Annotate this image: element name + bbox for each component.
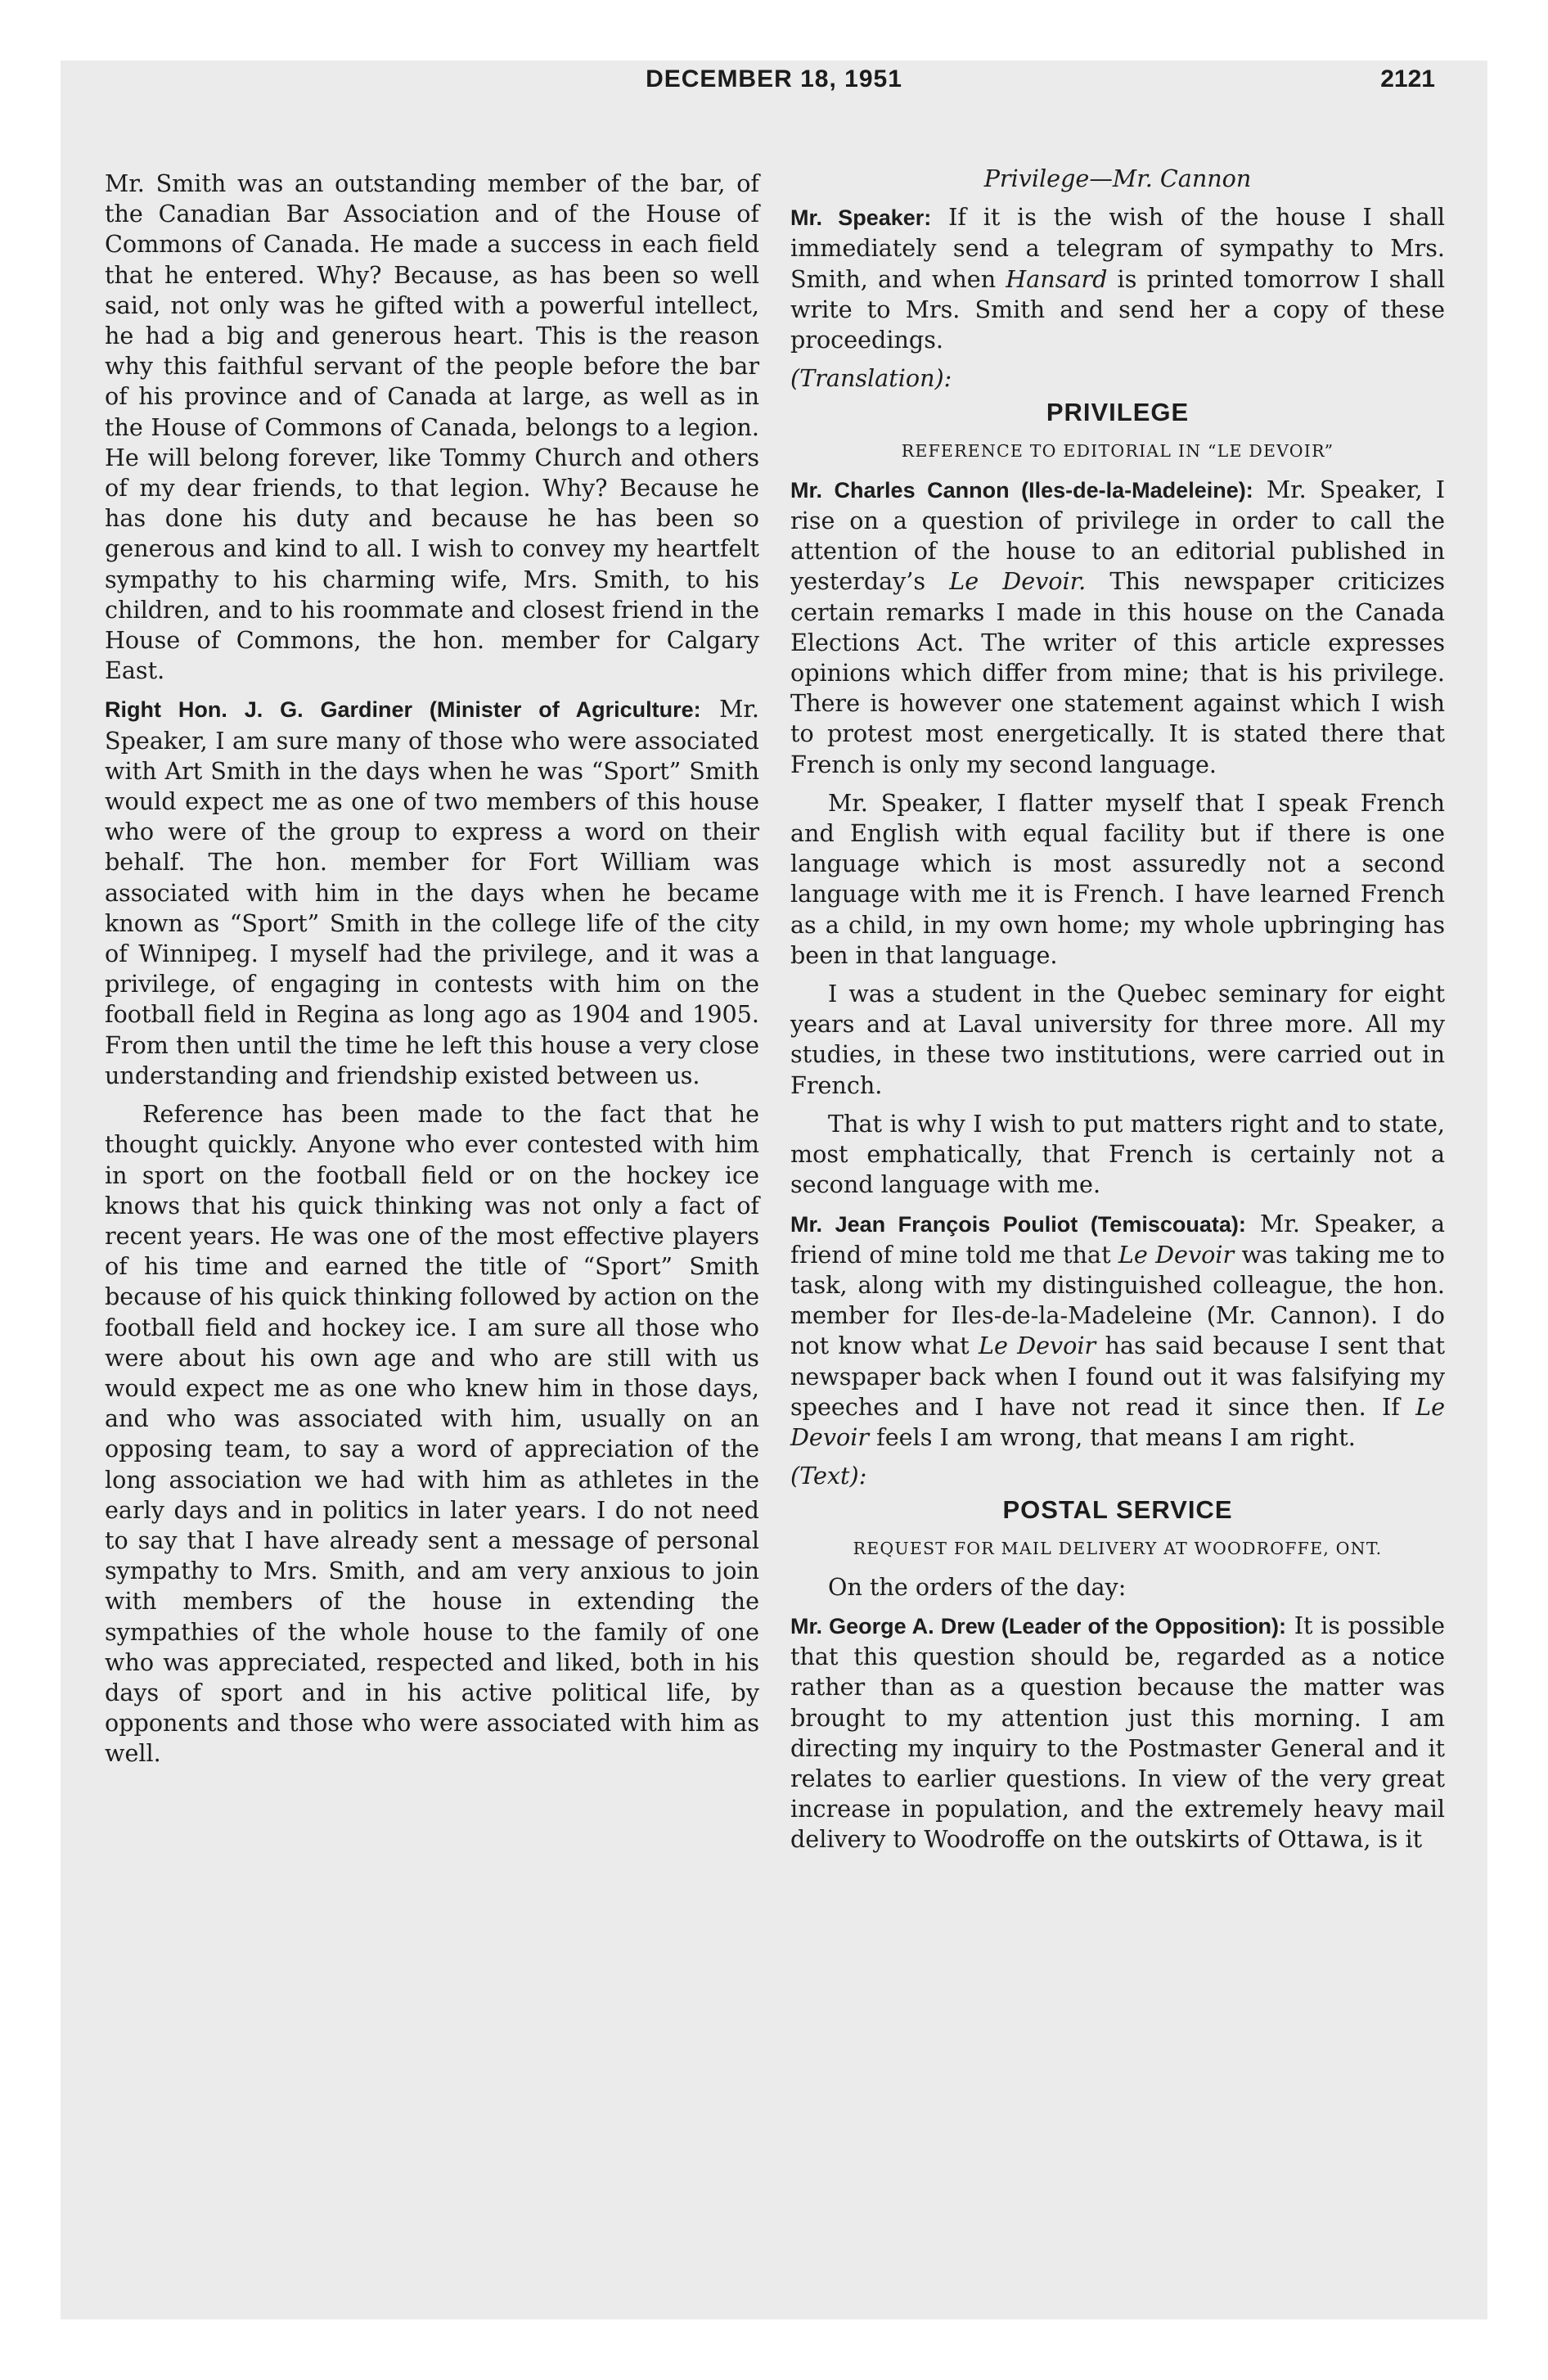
translation-label: (Translation): (790, 364, 952, 393)
text-label: (Text): (790, 1462, 867, 1490)
right-column (790, 164, 1445, 1864)
speaker-label: Mr. Speaker: (790, 205, 932, 231)
paragraph-pouliot (790, 1209, 1445, 1454)
running-head: Privilege—Mr. Cannon (983, 165, 1252, 192)
speaker-cannon: Mr. Charles Cannon (Iles-de-la-Madeleine): (790, 477, 1253, 503)
pouliot-text-b: was taking me to task, along with my distinguished colleague, the hon. member for Iles-de-la-Madeleine (Mr. Cannon). I do not know what (790, 1240, 1446, 1360)
paragraph-cannon-2: Mr. Speaker, I flatter myself that I speak French and English with equal facility but if there is one language which is most assuredly not a second language with me it is French. I have learned French as a child, in my own home; my whole upbringing has been in that language. (790, 788, 1445, 969)
subheading-privilege: REFERENCE TO EDITORIAL IN “LE DEVOIR” (901, 440, 1334, 461)
paragraph-cannon (790, 475, 1445, 780)
gardiner-text-1: Mr. Speaker, I am sure many of those who were associated with Art Smith in the days when he was “Sport” Smith would expect me as one of two members of this house who were of the group to express a word on their behalf. The hon. member for Fort William was associated with him in the days when he became known as “Sport” Smith in the college life of the city of Winnipeg. I myself had the privilege, and it was a privilege, of engaging in contests with him on the football field in Regina as long ago as 1904 and 1905. From then until the time he left this house a very close understanding and friendship existed between us. (105, 695, 759, 1089)
speaker-pouliot: Mr. Jean François Pouliot (Temiscouata): (790, 1211, 1246, 1237)
pouliot-text-c: has said because I sent that newspaper back when I found out it was falsifying my speeches and I have not read it since then. If (790, 1332, 1445, 1421)
speaker-text-a: If it is the wish of the house I shall immediately send a telegram of sympathy to Mrs. Smith, and when (790, 203, 1446, 293)
le-devoir-ref: Le Devoir (1118, 1240, 1235, 1269)
paragraph-cannon-3: I was a student in the Quebec seminary for eight years and at Laval university for three more. All my studies, in these two institutions, were carried out in French. (790, 980, 1445, 1099)
paragraph-smith-tribute: Mr. Smith was an outstanding member of the bar, of the Canadian Bar Association and of the House of Commons of Canada. He made a success in each field that he entered. Why? Because, as has been so well said, not only was he gifted with a powerful intellect, he had a big and generous heart. This is the reason why this faithful servant of the people before the bar of his province and of Canada at large, as well as in the House of Commons of Canada, belongs to a legion. He will belong forever, like Tommy Church and others of my dear friends, to that legion. Why? Because he has done his duty and because he has been so generous and kind to all. I wish to convey my heartfelt sympathy to his charming wife, Mrs. Smith, to his children, and to his roommate and closest friend in the House of Commons, the hon. member for Calgary East. (105, 169, 759, 685)
speaker-text-b: is printed tomorrow I shall write to Mrs. Smith and send her a copy of these proceedings. (790, 264, 1445, 354)
paragraph-gardiner-1 (105, 694, 759, 1091)
speaker-gardiner: Right Hon. J. G. Gardiner (Minister of Agriculture: (105, 697, 701, 723)
cannon-text-b: This newspaper criticizes certain remarks I made in this house on the Canada Elections Act. The writer of this article expresses opinions which differ from mine; that is his privilege. There is however one statement against which I wish to protest most energetically. It is stated there that French is only my second language. (790, 567, 1446, 778)
heading-privilege: PRIVILEGE (1046, 398, 1190, 427)
le-devoir-ref: Le Devoir. (949, 567, 1087, 596)
paragraph-gardiner-2: Reference has been made to the fact that he thought quickly. Anyone who ever contested with him in sport on the football field or on the hockey ice knows that his quick thinking was not only a fact of recent years. He was one of the most effective players of his time and earned the title of “Sport” Smith because of his quick thinking followed by action on the football field and hockey ice. I am sure all those who were about his own age and who are still with us would expect me as one who knew him in those days, and who was associated with him, usually on an opposing team, to say a word of appreciation of the long association we had with him as athletes in the early days and in politics in later years. I do not need to say that I have already sent a message of personal sympathy to Mrs. Smith, and am very anxious to join with members of the house in extending the sympathies of the whole house to the family of one who was appreciated, respected and liked, both in his days of sport and in his active political life, by opponents and those who were associated with him as well. (105, 1100, 759, 1768)
paragraph-drew (790, 1611, 1445, 1855)
le-devoir-ref: Le Devoir (978, 1332, 1096, 1360)
speaker-drew: Mr. George A. Drew (Leader of the Opposition): (790, 1613, 1287, 1639)
page-number: 2121 (1380, 65, 1435, 92)
left-column (105, 169, 759, 1778)
le-devoir-ref: Le Devoir (790, 1392, 1446, 1451)
cannon-text-a: Mr. Speaker, I rise on a question of privilege in order to call the attention of the house to an editorial published in yesterday’s (790, 475, 1445, 596)
paragraph-speaker (790, 202, 1445, 355)
paragraph-cannon-4: That is why I wish to put matters right and to state, most emphatically, that French is certainly not a second language with me. (790, 1109, 1445, 1199)
orders-of-day: On the orders of the day: (828, 1572, 1127, 1601)
pouliot-text-d: feels I am wrong, that means I am right. (876, 1422, 1356, 1451)
drew-text: It is possible that this question should be, regarded as a notice rather than as a question because the matter was brought to my attention just this morning. I am directing my inquiry to the Postmaster General and it relates to earlier questions. In view of the very great increase in population, and the extremely heavy mail delivery to Woodroffe on the outskirts of Ottawa, is it (790, 1611, 1446, 1854)
pouliot-text-a: Mr. Speaker, a friend of mine told me that (790, 1209, 1445, 1269)
hansard-ref: Hansard (1006, 264, 1108, 293)
subheading-postal: REQUEST FOR MAIL DELIVERY AT WOODROFFE, ONT. (853, 1538, 1383, 1558)
heading-postal-service: POSTAL SERVICE (1002, 1495, 1233, 1525)
page-date-header: DECEMBER 18, 1951 (646, 65, 902, 92)
